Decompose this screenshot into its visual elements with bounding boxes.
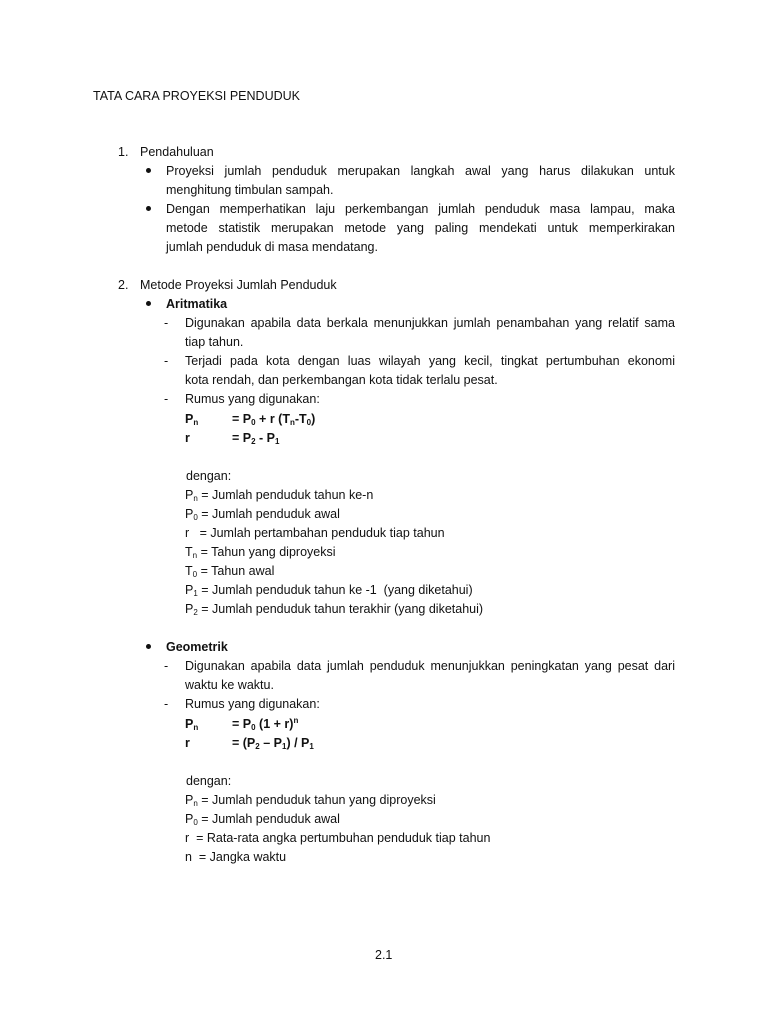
- section-2-heading: Metode Proyeksi Jumlah Penduduk: [140, 278, 337, 292]
- dash-marker: -: [164, 354, 169, 368]
- definition-line: r = Rata-rata angka pertumbuhan penduduk tiap tahun: [185, 831, 491, 845]
- geometrik-heading: Geometrik: [166, 640, 228, 654]
- formula-rhs: = $(P_2 - P_1) / P_1$: [232, 736, 314, 751]
- paragraph-line: tiap tahun.: [185, 335, 244, 349]
- paragraph-line: menghitung timbulan sampah.: [166, 183, 334, 197]
- definition-line: $P_n$ = Jumlah penduduk tahun ke-n: [185, 488, 374, 503]
- formula-rhs: = $P_2 - P_1$: [232, 431, 280, 446]
- definition-line: $P_n$ = Jumlah penduduk tahun yang diproyeksi: [185, 793, 436, 808]
- definition-line: $T_n$ = Tahun yang diproyeksi: [185, 545, 336, 560]
- formula-rhs: = $P_0 + r$ $(T_n-T_0)$: [232, 412, 316, 427]
- definition-line: $P_1$ = Jumlah penduduk tahun ke -1 (yang diketahui): [185, 583, 473, 598]
- definition-line: n = Jangka waktu: [185, 850, 287, 864]
- paragraph-line: metode statistik merupakan metode yang paling mendekati untuk memperkirakan: [166, 221, 675, 235]
- paragraph-line: Terjadi pada kota dengan luas wilayah yang kecil, tingkat pertumbuhan ekonomi: [185, 354, 675, 368]
- document-title: TATA CARA PROYEKSI PENDUDUK: [93, 89, 300, 103]
- paragraph-line: Dengan memperhatikan laju perkembangan jumlah penduduk masa lampau, maka: [166, 202, 675, 216]
- bullet-icon: [146, 200, 154, 208]
- dash-marker: -: [164, 659, 169, 673]
- page-number: 2.1: [375, 948, 393, 962]
- bullet-icon: [146, 162, 154, 170]
- section-2-number: 2.: [118, 278, 129, 292]
- paragraph-line: Rumus yang digunakan:: [185, 697, 320, 711]
- dash-marker: -: [164, 392, 169, 406]
- formula-lhs: r: [185, 736, 190, 750]
- formula-lhs: $P_n$: [185, 412, 199, 427]
- dengan-label: dengan:: [186, 774, 232, 788]
- section-1-heading: Pendahuluan: [140, 145, 214, 159]
- paragraph-line: Digunakan apabila data jumlah penduduk menunjukkan peningkatan yang pesat dari: [185, 659, 675, 673]
- bullet-icon: [146, 295, 154, 303]
- paragraph-line: waktu ke waktu.: [185, 678, 274, 692]
- paragraph-line: Proyeksi jumlah penduduk merupakan langkah awal yang harus dilakukan untuk: [166, 164, 675, 178]
- paragraph-line: Digunakan apabila data berkala menunjukkan jumlah penambahan yang relatif sama: [185, 316, 675, 330]
- aritmatika-heading: Aritmatika: [166, 297, 228, 311]
- section-1-number: 1.: [118, 145, 129, 159]
- formula-lhs: r: [185, 431, 190, 445]
- definition-line: $T_0$ = Tahun awal: [185, 564, 275, 579]
- paragraph-line: Rumus yang digunakan:: [185, 392, 320, 406]
- definition-line: $P_0$ = Jumlah penduduk awal: [185, 812, 340, 827]
- dash-marker: -: [164, 316, 169, 330]
- definition-line: r = Jumlah pertambahan penduduk tiap tahun: [185, 526, 445, 540]
- paragraph-line: kota rendah, dan perkembangan kota tidak terlalu pesat.: [185, 373, 498, 387]
- formula-rhs: = $P_0$ $(1 + r)^n$: [232, 716, 299, 732]
- definition-line: $P_0$ = Jumlah penduduk awal: [185, 507, 340, 522]
- dash-marker: -: [164, 697, 169, 711]
- paragraph-line: jumlah penduduk di masa mendatang.: [166, 240, 378, 254]
- definition-line: $P_2$ = Jumlah penduduk tahun terakhir (yang diketahui): [185, 602, 484, 617]
- formula-lhs: $P_n$: [185, 717, 199, 732]
- bullet-icon: [146, 638, 154, 646]
- dengan-label: dengan:: [186, 469, 232, 483]
